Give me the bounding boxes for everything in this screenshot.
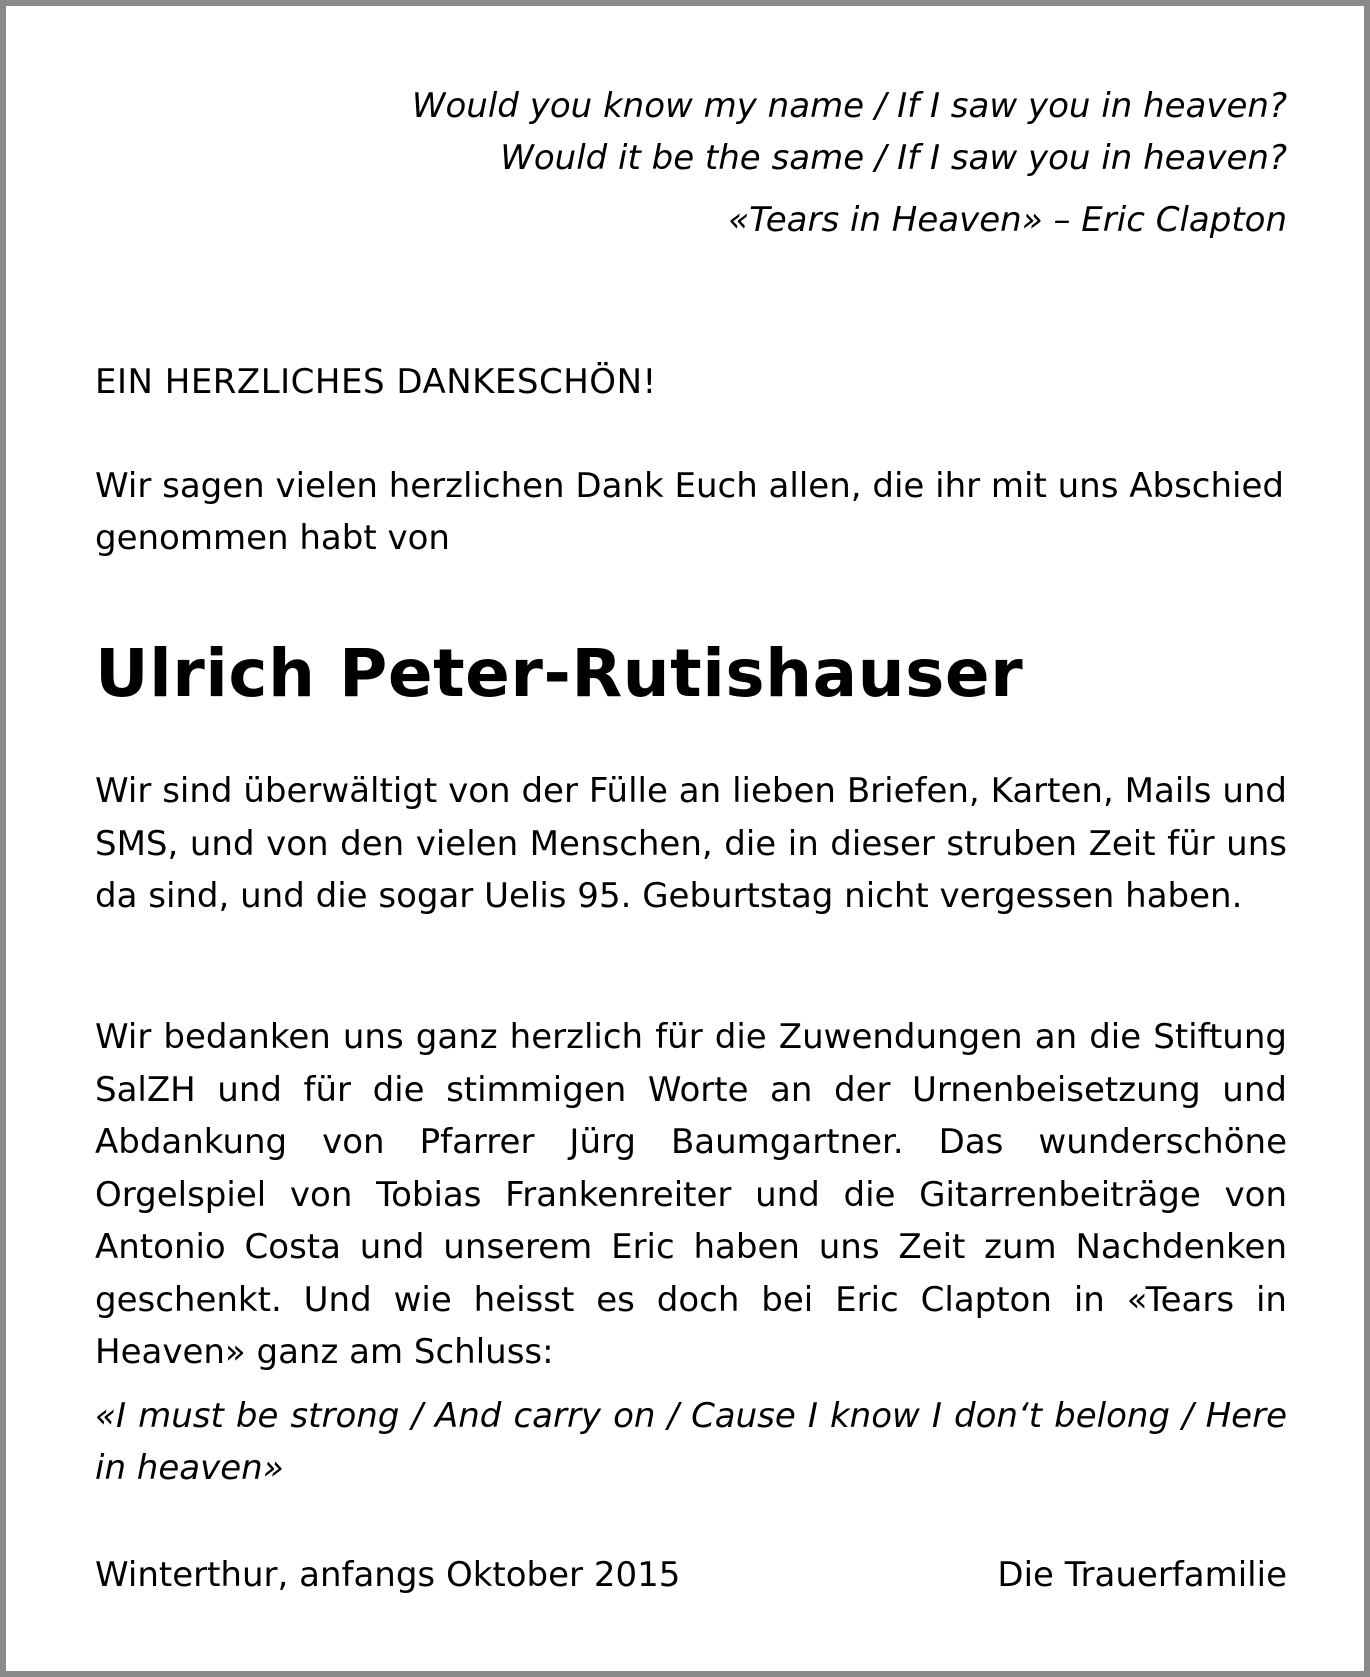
epigraph-attribution: «Tears in Heaven» – Eric Clapton [728, 200, 1287, 240]
thank-you-heading: EIN HERZLICHES DANKESCHÖN! [95, 362, 657, 402]
deceased-name: Ulrich Peter-Rutishauser [95, 635, 1024, 712]
paragraph-letters: Wir sind überwältigt von der Fülle an lieben Briefen, Karten, Mails und SMS, und von den vielen Menschen, die in dieser struben Zeit für uns da sind, und die sogar Uelis 95. Geburtstag nicht vergessen haben. [95, 771, 1287, 916]
footer [95, 1549, 1287, 1601]
epigraph-line-2: Would it be the same / If I saw you in heaven? [500, 138, 1287, 178]
signature: Die Trauerfamilie [997, 1555, 1287, 1595]
intro-text: Wir sagen vielen herzlichen Dank Euch allen, die ihr mit uns Abschied genommen habt von [95, 466, 1284, 558]
epigraph [95, 80, 1287, 246]
place-date: Winterthur, anfangs Oktober 2015 [95, 1555, 681, 1595]
paragraph-thanks: Wir bedanken uns ganz herzlich für die Zuwendungen an die Stiftung SalZH und für die stimmigen Worte an der Urnenbeisetzung und Abdankung von Pfarrer Jürg Baumgartner. Das wunderschöne Orgelspiel von Tobias Frankenreiter und die Gitarrenbeiträge von Antonio Costa und unserem Eric haben uns Zeit zum Nachdenken geschenkt. Und wie heisst es doch bei Eric Clapton in «Tears in Heaven» ganz am Schluss: [95, 1017, 1287, 1372]
closing-quote: «I must be strong / And carry on / Cause I know I don‘t belong / Here in heaven» [95, 1396, 1287, 1488]
epigraph-line-1: Would you know my name / If I saw you in heaven? [411, 86, 1287, 126]
